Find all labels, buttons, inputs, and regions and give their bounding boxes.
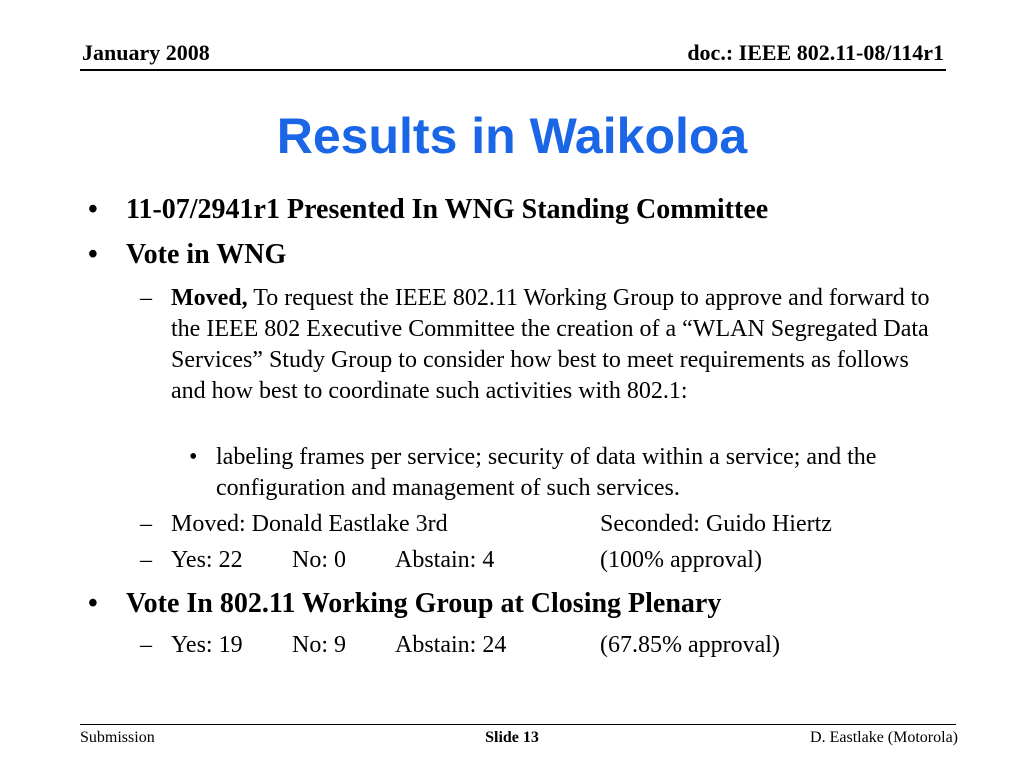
moved-seconded-row bbox=[140, 509, 930, 540]
bullet-text: 11-07/2941r1 Presented In WNG Standing Committee bbox=[126, 194, 769, 225]
dash-icon: – bbox=[140, 547, 152, 573]
footer-submission: Submission bbox=[80, 729, 155, 746]
wg-vote-row bbox=[140, 630, 930, 661]
motion-paragraph bbox=[171, 283, 930, 407]
motion-label: Moved, bbox=[171, 285, 248, 311]
seconded-by: Seconded: Guido Hiertz bbox=[600, 511, 832, 537]
vote-abstain: Abstain: 24 bbox=[395, 632, 507, 658]
footer-rule bbox=[80, 724, 956, 725]
bullet-dot-icon: • bbox=[88, 588, 98, 619]
slide-title: Results in Waikoloa bbox=[276, 108, 748, 164]
sub-item-text: labeling frames per service; security of data within a service; and the configuration and management of such services. bbox=[216, 444, 877, 501]
vote-no: No: 0 bbox=[292, 547, 346, 573]
vote-yes: Yes: 19 bbox=[171, 632, 243, 658]
wng-vote-row bbox=[140, 545, 930, 576]
header-rule bbox=[80, 69, 946, 71]
moved-by: Moved: Donald Eastlake 3rd bbox=[171, 511, 448, 537]
vote-yes: Yes: 22 bbox=[171, 547, 243, 573]
footer-author: D. Eastlake (Motorola) bbox=[810, 729, 958, 746]
header-doc-id: doc.: IEEE 802.11-08/114r1 bbox=[687, 40, 944, 65]
bullet-dot-icon: • bbox=[88, 194, 98, 225]
dash-icon: – bbox=[140, 285, 152, 311]
footer-slide-number: Slide 13 bbox=[485, 729, 539, 746]
motion-text: To request the IEEE 802.11 Working Group to approve and forward to the IEEE 802 Executive Committee the creation of a “WLAN Segregated Data Services” Study Group to consider how best to meet requirements as follows and how best to coordinate such activities with 802.1: bbox=[171, 285, 930, 404]
dash-icon: – bbox=[140, 632, 152, 658]
bullet-dot-icon: • bbox=[189, 444, 198, 470]
dash-icon: – bbox=[140, 511, 152, 537]
vote-no: No: 9 bbox=[292, 632, 346, 658]
vote-approval: (100% approval) bbox=[600, 547, 762, 573]
vote-abstain: Abstain: 4 bbox=[395, 547, 495, 573]
bullet-text: Vote In 802.11 Working Group at Closing Plenary bbox=[126, 588, 722, 619]
motion-sub-item bbox=[189, 442, 929, 504]
motion-item bbox=[140, 283, 930, 407]
vote-approval: (67.85% approval) bbox=[600, 632, 780, 658]
bullet-dot-icon: • bbox=[88, 239, 98, 270]
bullet-text: Vote in WNG bbox=[126, 239, 287, 270]
header-date: January 2008 bbox=[82, 40, 210, 65]
